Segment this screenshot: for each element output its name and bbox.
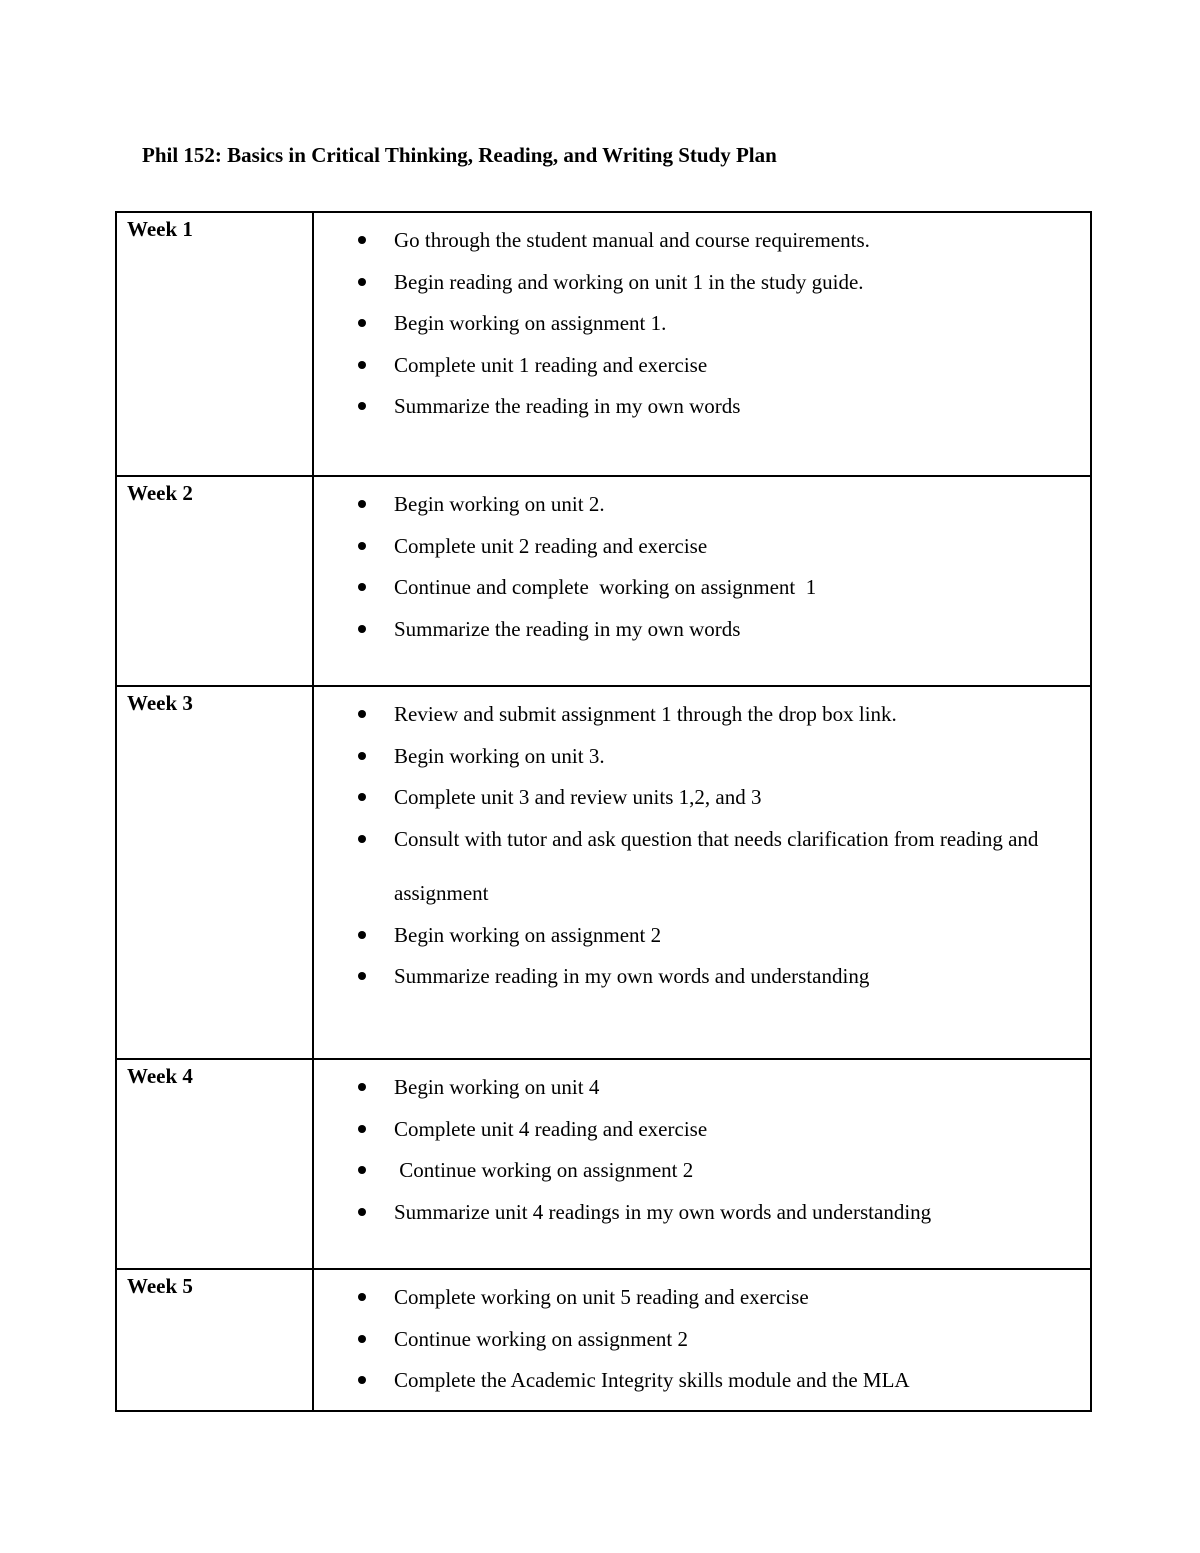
- task-text: Continue working on assignment 2: [394, 1326, 688, 1351]
- week-row: [116, 476, 1091, 686]
- bullet-icon: [358, 278, 366, 286]
- bullet-icon: [358, 542, 366, 550]
- week-label: Week 1: [116, 212, 313, 476]
- task-item: [314, 949, 1090, 1004]
- week-tasks: [313, 212, 1091, 476]
- task-text: Consult with tutor and ask question that needs clarification from reading and assignment: [394, 826, 1039, 905]
- week-row: [116, 1269, 1091, 1411]
- task-list: [314, 1270, 1090, 1408]
- task-list: [314, 213, 1090, 434]
- task-list: [314, 1060, 1090, 1239]
- bullet-icon: [358, 793, 366, 801]
- week-tasks: [313, 1059, 1091, 1269]
- task-text: Begin reading and working on unit 1 in the study guide.: [394, 269, 864, 294]
- week-row: [116, 212, 1091, 476]
- week-tasks: [313, 476, 1091, 686]
- bullet-icon: [358, 1166, 366, 1174]
- task-text: Begin working on assignment 1.: [394, 311, 667, 335]
- task-text: Continue working on assignment 2: [394, 1158, 694, 1182]
- bullet-icon: [358, 402, 366, 410]
- task-list: [314, 477, 1090, 656]
- task-text: Summarize the reading in my own words: [394, 616, 741, 641]
- bullet-icon: [358, 500, 366, 508]
- task-text: Summarize unit 4 readings in my own words and understanding: [394, 1199, 932, 1224]
- task-item: [314, 602, 1090, 657]
- bullet-icon: [358, 236, 366, 244]
- bullet-icon: [358, 1293, 366, 1301]
- task-text: Review and submit assignment 1 through the drop box link.: [394, 702, 897, 726]
- bullet-icon: [358, 1125, 366, 1133]
- task-text: Complete unit 1 reading and exercise: [394, 352, 708, 377]
- task-text: Complete the Academic Integrity skills module and the MLA: [394, 1368, 910, 1392]
- bullet-icon: [358, 931, 366, 939]
- task-text: Begin working on unit 4: [394, 1075, 600, 1099]
- task-text: Complete unit 4 reading and exercise: [394, 1116, 708, 1141]
- week-label: Week 3: [116, 686, 313, 1059]
- bullet-icon: [358, 1335, 366, 1343]
- bullet-icon: [358, 752, 366, 760]
- bullet-icon: [358, 625, 366, 633]
- bullet-icon: [358, 1083, 366, 1091]
- week-label: Week 4: [116, 1059, 313, 1269]
- bullet-icon: [358, 710, 366, 718]
- week-tasks: [313, 686, 1091, 1059]
- task-item: [314, 812, 1090, 921]
- week-row: [116, 686, 1091, 1059]
- task-text: Summarize the reading in my own words: [394, 394, 741, 418]
- task-text: Complete unit 2 reading and exercise: [394, 533, 708, 558]
- week-row: [116, 1059, 1091, 1269]
- bullet-icon: [358, 361, 366, 369]
- task-text: Begin working on unit 2.: [394, 492, 605, 516]
- task-text: Complete unit 3 and review units 1,2, and 3: [394, 785, 762, 809]
- week-label: Week 5: [116, 1269, 313, 1411]
- week-label: Week 2: [116, 476, 313, 686]
- task-text: Summarize reading in my own words and understanding: [394, 964, 870, 988]
- task-item: [314, 379, 1090, 434]
- task-item: [314, 1353, 1090, 1408]
- task-text: Begin working on unit 3.: [394, 743, 605, 768]
- task-text: Complete working on unit 5 reading and exercise: [394, 1285, 809, 1309]
- study-plan-table: [115, 211, 1092, 1412]
- bullet-icon: [358, 1376, 366, 1384]
- bullet-icon: [358, 972, 366, 980]
- bullet-icon: [358, 835, 366, 843]
- bullet-icon: [358, 583, 366, 591]
- document-title: Phil 152: Basics in Critical Thinking, Reading, and Writing Study Plan: [142, 143, 777, 167]
- task-text: Go through the student manual and course requirements.: [394, 228, 870, 252]
- bullet-icon: [358, 319, 366, 327]
- bullet-icon: [358, 1208, 366, 1216]
- week-tasks: [313, 1269, 1091, 1411]
- task-text: Continue and complete working on assignment 1: [394, 575, 817, 599]
- task-item: [314, 1185, 1090, 1240]
- task-list: [314, 687, 1090, 1004]
- task-text: Begin working on assignment 2: [394, 922, 662, 947]
